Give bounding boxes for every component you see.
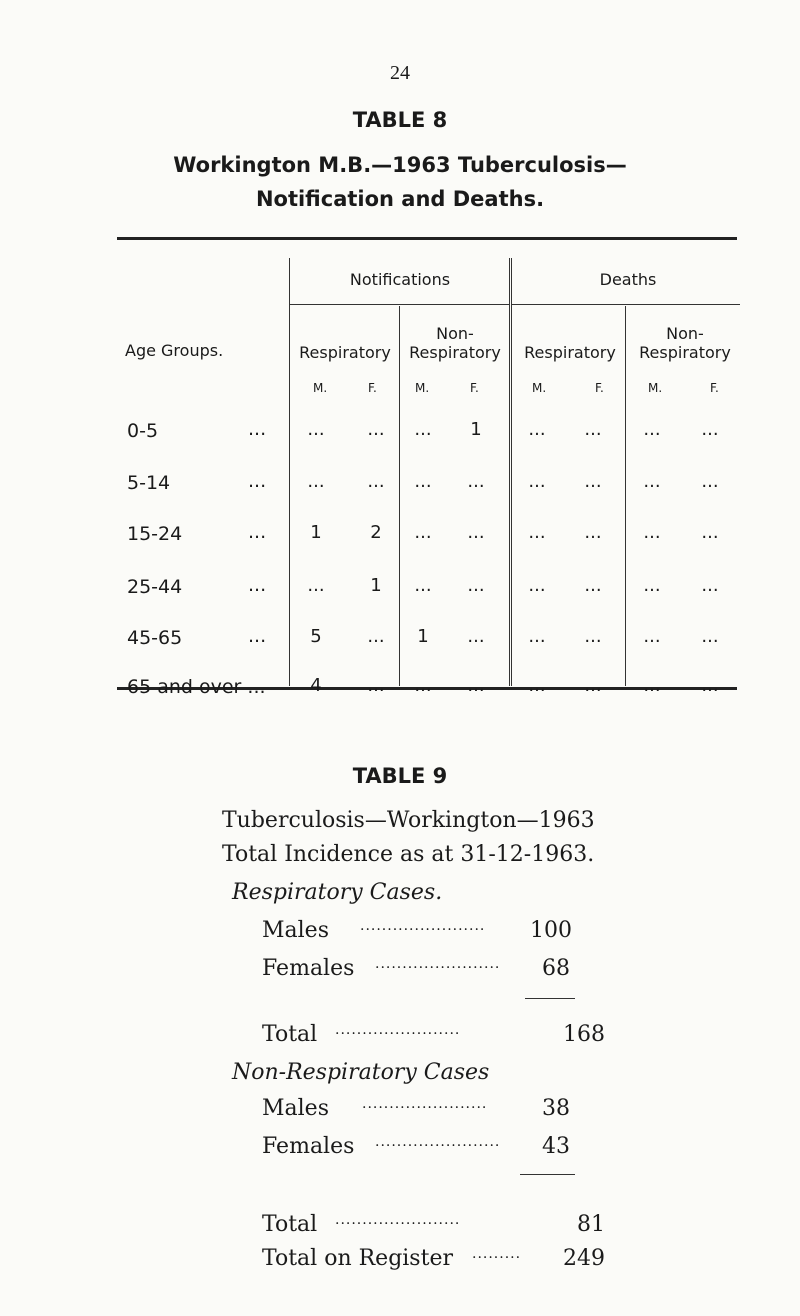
table-cell: ...	[584, 471, 602, 492]
table-cell: ...	[528, 675, 546, 696]
table-cell: ...	[584, 419, 602, 440]
page-number: 24	[390, 62, 410, 84]
deaths-nonresp-m: M.	[648, 381, 663, 395]
table-cell: ...	[367, 419, 385, 440]
nonresp-males-value: 38	[542, 1096, 570, 1121]
resp-total-label: Total	[262, 1022, 318, 1047]
table-cell: ...	[414, 522, 432, 543]
table-cell: ...	[528, 522, 546, 543]
respiratory-cases-heading: Respiratory Cases.	[232, 880, 443, 905]
table-cell: ...	[467, 575, 485, 596]
table-cell: ...	[528, 471, 546, 492]
header-notifications: Notifications	[349, 270, 451, 289]
header-age-groups: Age Groups.	[125, 341, 224, 360]
row-age-label: 65 and over ...	[127, 676, 266, 698]
table-cell: ...	[643, 626, 661, 647]
header-deaths-respiratory: Respiratory	[524, 343, 616, 362]
row-leader-dots: ...	[248, 521, 267, 543]
row-leader-dots: ...	[248, 574, 267, 596]
table-cell: ...	[584, 522, 602, 543]
col-divider-notif	[399, 306, 400, 686]
leader-dots: .......................	[362, 1096, 488, 1112]
row-age-label: 45-65	[127, 627, 183, 649]
deaths-resp-m: M.	[532, 381, 547, 395]
table9-line1: Tuberculosis—Workington—1963	[222, 808, 595, 833]
table-cell: ...	[367, 626, 385, 647]
table-cell: ...	[414, 419, 432, 440]
notif-resp-f: F.	[368, 381, 377, 395]
table-cell: 1	[370, 575, 382, 596]
leader-dots: .......................	[375, 956, 501, 972]
table-cell: ...	[701, 626, 719, 647]
table-cell: 1	[470, 419, 482, 440]
table-cell: ...	[528, 419, 546, 440]
table-cell: ...	[701, 419, 719, 440]
table-cell: ...	[414, 471, 432, 492]
table-cell: ...	[307, 471, 325, 492]
table-cell: ...	[528, 575, 546, 596]
row-leader-dots: ...	[248, 625, 267, 647]
register-total-label: Total on Register	[262, 1246, 453, 1271]
register-total-value: 249	[563, 1246, 605, 1271]
notif-resp-m: M.	[313, 381, 328, 395]
table-cell: ...	[701, 675, 719, 696]
table-cell: ...	[584, 626, 602, 647]
table-cell: ...	[467, 626, 485, 647]
table-cell: ...	[701, 471, 719, 492]
table-cell: ...	[467, 471, 485, 492]
header-notif-nonrespiratory: Respiratory	[409, 343, 501, 362]
resp-females-label: Females	[262, 956, 355, 981]
table-cell: ...	[643, 471, 661, 492]
row-age-label: 25-44	[127, 576, 183, 598]
resp-males-value: 100	[530, 918, 572, 943]
notifications-underline	[290, 304, 510, 305]
row-age-label: 5-14	[127, 472, 171, 494]
table-cell: ...	[643, 522, 661, 543]
table9-line2: Total Incidence as at 31-12-1963.	[222, 842, 595, 867]
deaths-underline	[512, 304, 740, 305]
table-cell: ...	[307, 575, 325, 596]
table-cell: ...	[467, 675, 485, 696]
resp-females-value: 68	[542, 956, 570, 981]
table-cell: 4	[310, 675, 322, 696]
resp-total-value: 168	[563, 1022, 605, 1047]
nonresp-males-label: Males	[262, 1096, 329, 1121]
table-cell: ...	[701, 522, 719, 543]
table-cell: ...	[528, 626, 546, 647]
header-notif-non: Non-	[436, 324, 474, 343]
table8-subtitle-line2: Notification and Deaths.	[255, 187, 545, 211]
col-divider-deaths-inner	[625, 306, 626, 686]
row-age-label: 0-5	[127, 420, 159, 442]
leader-dots: .......................	[375, 1134, 501, 1150]
table8-top-rule	[117, 237, 737, 240]
col-divider-age	[289, 258, 290, 686]
nonresp-sum-rule	[520, 1174, 575, 1175]
row-leader-dots: ...	[248, 470, 267, 492]
table9-title: TABLE 9	[352, 764, 448, 788]
table-cell: 5	[310, 626, 322, 647]
table8-subtitle-line1: Workington M.B.—1963 Tuberculosis—	[173, 153, 627, 177]
leader-dots: .......................	[360, 918, 486, 934]
table-cell: ...	[367, 675, 385, 696]
table-cell: ...	[307, 419, 325, 440]
leader-dots: .........	[472, 1246, 522, 1262]
table-cell: 1	[310, 522, 322, 543]
notif-nonresp-m: M.	[415, 381, 430, 395]
header-deaths: Deaths	[599, 270, 657, 289]
deaths-resp-f: F.	[595, 381, 604, 395]
deaths-nonresp-f: F.	[710, 381, 719, 395]
header-notif-respiratory: Respiratory	[299, 343, 391, 362]
table-cell: ...	[584, 675, 602, 696]
table-cell: ...	[414, 675, 432, 696]
nonresp-total-value: 81	[577, 1212, 605, 1237]
resp-males-label: Males	[262, 918, 329, 943]
nonresp-females-value: 43	[542, 1134, 570, 1159]
nonresp-total-label: Total	[262, 1212, 318, 1237]
table-cell: ...	[701, 575, 719, 596]
table-cell: 2	[370, 522, 382, 543]
leader-dots: .......................	[335, 1212, 461, 1228]
resp-sum-rule	[525, 998, 575, 999]
table-cell: ...	[367, 471, 385, 492]
table-cell: ...	[643, 675, 661, 696]
notif-nonresp-f: F.	[470, 381, 479, 395]
row-leader-dots: ...	[248, 418, 267, 440]
nonrespiratory-cases-heading: Non-Respiratory Cases	[232, 1060, 490, 1085]
table-cell: ...	[584, 575, 602, 596]
leader-dots: .......................	[335, 1022, 461, 1038]
header-deaths-non: Non-	[666, 324, 704, 343]
table-cell: ...	[643, 575, 661, 596]
table-cell: ...	[467, 522, 485, 543]
table-cell: ...	[643, 419, 661, 440]
nonresp-females-label: Females	[262, 1134, 355, 1159]
table8-title: TABLE 8	[352, 108, 448, 132]
table-cell: 1	[417, 626, 429, 647]
table-cell: ...	[414, 575, 432, 596]
header-deaths-nonrespiratory: Respiratory	[639, 343, 731, 362]
row-age-label: 15-24	[127, 523, 183, 545]
col-divider-deaths	[509, 258, 512, 686]
